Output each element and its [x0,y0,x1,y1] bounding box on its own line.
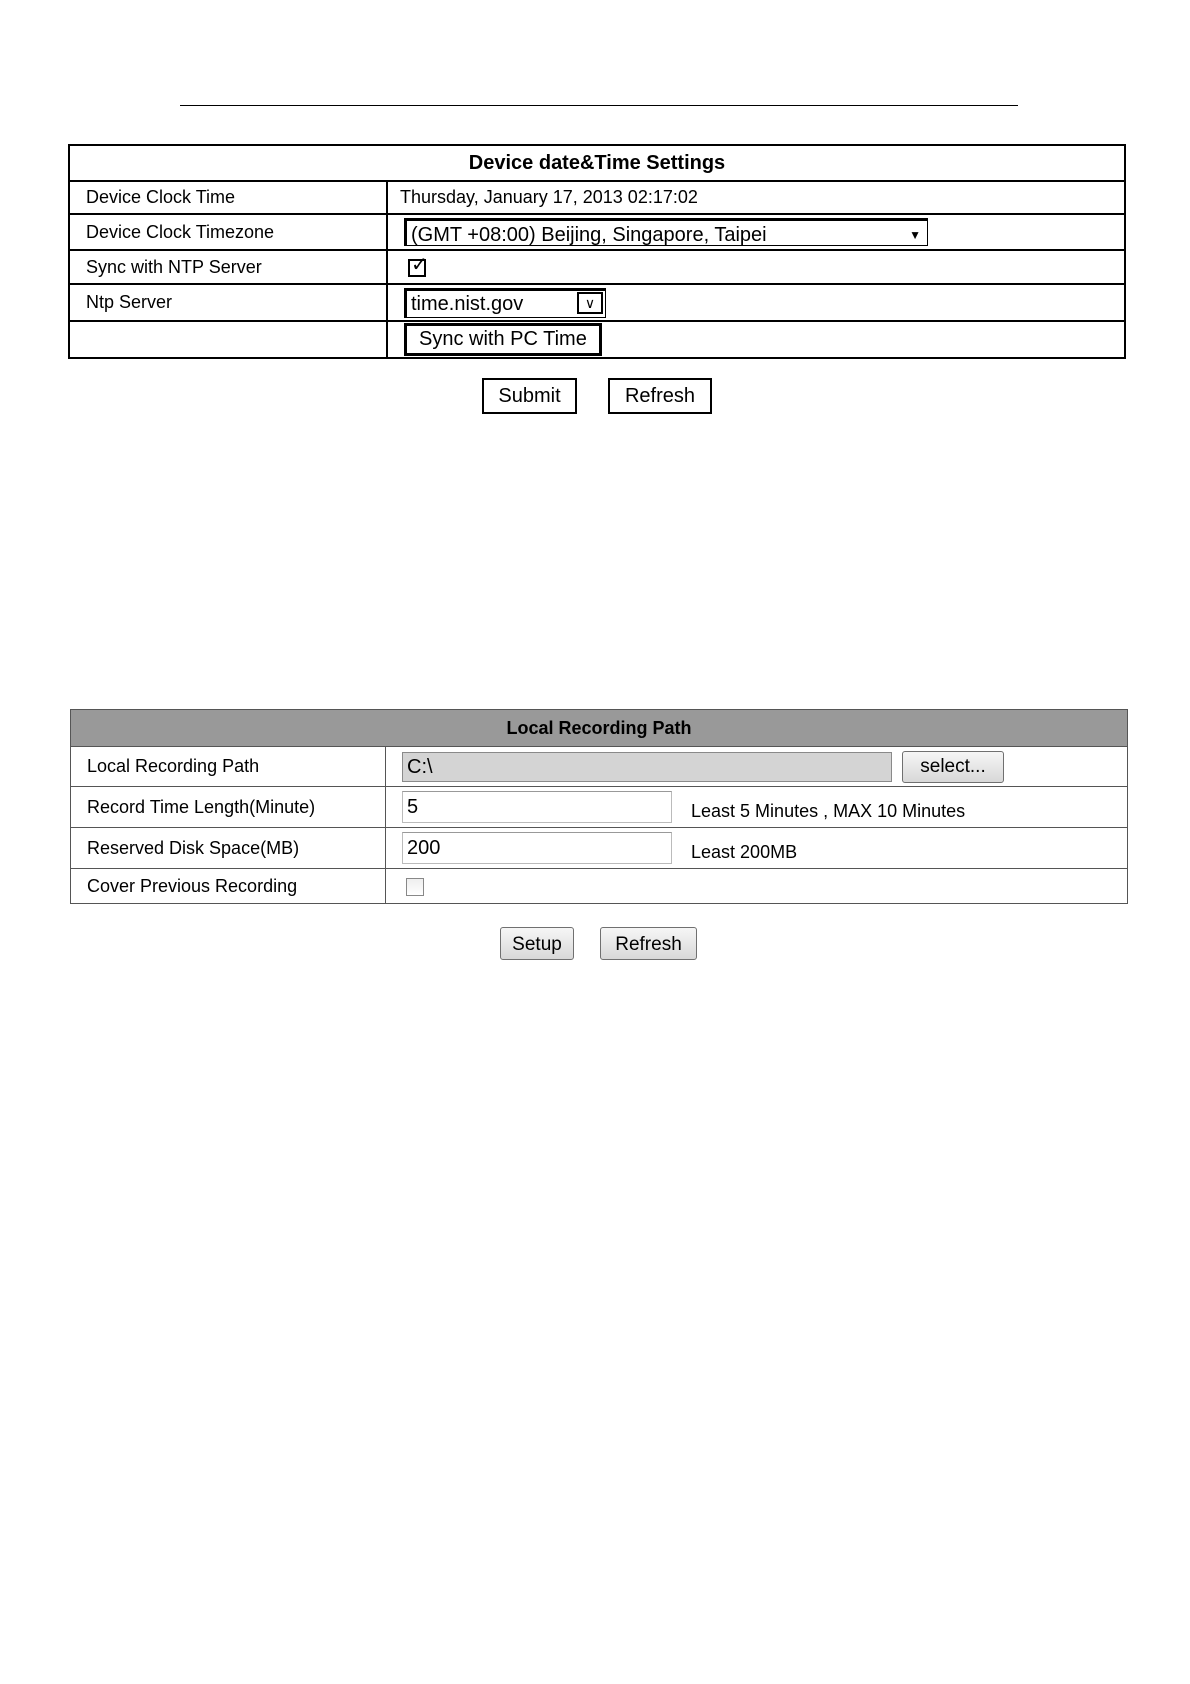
top-divider [180,105,1018,106]
disk-space-hint: Least 200MB [691,841,798,862]
clock-time-label: Device Clock Time [69,181,387,214]
time-length-cell [386,787,1128,828]
timezone-selected-value: (GMT +08:00) Beijing, Singapore, Taipei [411,224,767,246]
timezone-select[interactable] [404,218,928,246]
ntp-server-select[interactable] [404,288,606,318]
dropdown-arrow-icon: ▼ [909,228,921,242]
setup-button[interactable]: Setup [500,927,574,960]
recording-title: Local Recording Path [71,710,1128,747]
cover-previous-checkbox[interactable] [406,878,424,896]
cover-label: Cover Previous Recording [71,869,386,904]
path-cell [386,747,1128,787]
chevron-down-icon: ∨ [577,292,603,314]
disk-space-label: Reserved Disk Space(MB) [71,828,386,869]
time-length-input[interactable]: 5 [402,791,672,823]
ntp-server-cell [387,284,1125,321]
time-length-hint: Least 5 Minutes , MAX 10 Minutes [691,800,966,821]
datetime-refresh-button[interactable]: Refresh [608,378,712,414]
datetime-title: Device date&Time Settings [69,145,1125,181]
datetime-settings-table [68,144,1126,359]
recording-path-input[interactable]: C:\ [402,752,892,782]
sync-ntp-cell [387,250,1125,284]
sync-ntp-checkbox[interactable] [408,253,428,277]
sync-pc-cell [387,321,1125,358]
recording-refresh-button[interactable]: Refresh [600,927,697,960]
path-label: Local Recording Path [71,747,386,787]
select-path-button[interactable]: select... [902,751,1004,783]
disk-space-input[interactable]: 200 [402,832,672,864]
recording-settings-table [70,709,1128,904]
cover-cell [386,869,1128,904]
checkmark-icon: ✓ [411,253,428,276]
sync-pc-time-button[interactable]: Sync with PC Time [404,323,602,356]
timezone-cell [387,214,1125,250]
ntp-server-label: Ntp Server [69,284,387,321]
timezone-label: Device Clock Timezone [69,214,387,250]
ntp-server-selected-value: time.nist.gov [411,292,524,315]
empty-label-cell [69,321,387,358]
disk-space-cell [386,828,1128,869]
sync-ntp-label: Sync with NTP Server [69,250,387,284]
submit-button[interactable]: Submit [482,378,577,414]
clock-time-value: Thursday, January 17, 2013 02:17:02 [387,181,1125,214]
time-length-label: Record Time Length(Minute) [71,787,386,828]
